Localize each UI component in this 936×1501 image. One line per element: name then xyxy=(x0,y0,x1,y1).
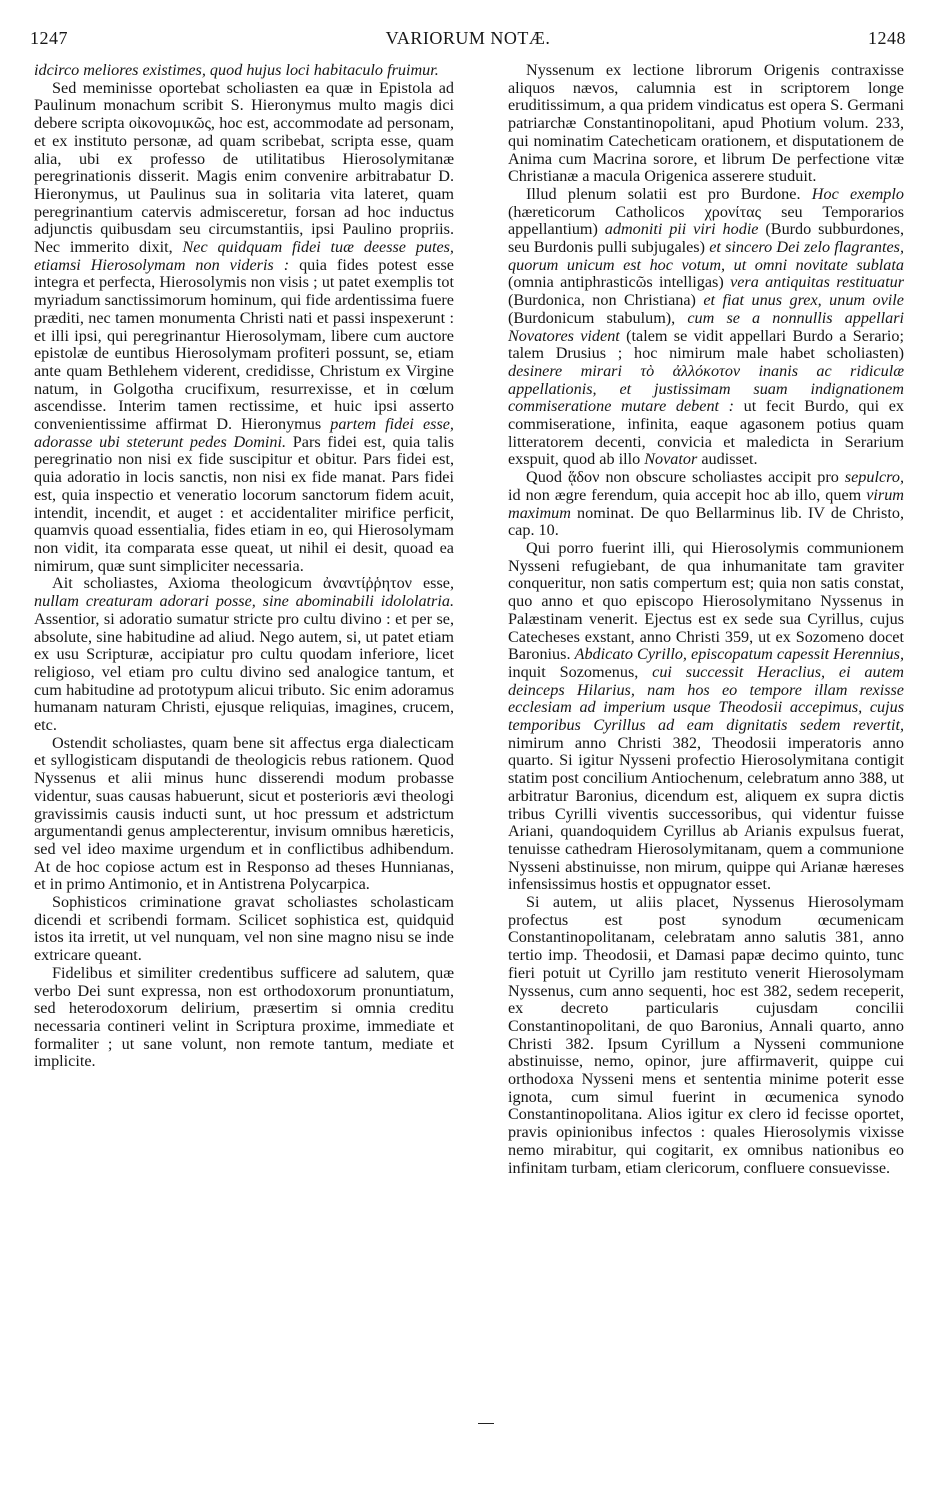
text-run: Illud plenum solatii est pro Burdone. xyxy=(526,184,812,203)
text-run: Si autem, ut aliis placet, Nyssenus Hierosolymam profectus est post synodum œcumenicam Constantinopolitanam, celebratam anno salutis 381, anno tertio imp. Theodosii, et Damasi papæ decimo quinto, tunc fieri potuit ut Cyrillo jam restituto venerit Hierosolymam Nyssenus, cum anno sequenti, hoc est 382, sedem receperit, ex decreto particularis cujusdam concilii Constantinopolitani, de quo Baronius, Annali quarto, anno Christi 382. Ipsum Cyrillum a Nysseni communione abstinuisse, nemo, opinor, jure affirmaverit, quippe cui orthodoxa Nysseni mens et sententia minime poterit esse ignota, cum simul fuerint in œcumenica synodo Constantinopolitana. Alios igitur ex clero id fecisse oportet, pravis opinionibus infectos : quales Hierosolymis vixisse nemo mirabitur, qui cogitarit, ex omnibus nationibus eo infinitam turbam, etiam clericorum, confluere consuevisse. xyxy=(508,893,904,1177)
text-run: nimirum anno Christi 382, Theodosii imperatoris anno quarto. Si igitur Nysseni profectio Hierosolymitana contigit statim post concilium Antiochenum, celebratum anno 388, ut arbitratur Baronius, dicendum est, aliquem ex supra dictis tribus Cyrilli viventis successoribus, qui videntur fuisse Ariani, quandoquidem Cyrillus ab Arianis expulsus fuerat, tenuisse cathedram Hierosolymitanam, quem a communione Nysseni abstinuisse, non mirum, quippe qui Arianæ hæreses infensissimus hostis et oppugnator esset. xyxy=(508,733,904,894)
italic-text: desinere mirari τὸ ἀλλόκοτον inanis ac ridiculæ appellationis, et justissimam suam indignationem commiseratione mutare debent : xyxy=(508,361,904,416)
paragraph xyxy=(34,965,454,1071)
italic-text: idcirco meliores existimes, quod hujus loci habitaculo fruimur. xyxy=(34,61,439,79)
italic-text: Novator xyxy=(644,450,698,469)
text-run: (omnia antiphrasticῶs intelligas) xyxy=(508,273,731,292)
text-run: Quod ᾅδον non obscure scholiastes accipit pro xyxy=(526,468,845,487)
paragraph xyxy=(34,735,454,894)
text-run: Nyssenum ex lectione librorum Origenis contraxisse aliquos nævos, calumnia est in scriptorem longe eruditissimum, a qua pridem vindicatus est opera S. Germani patriarchæ Constantinopolitani, apud Photium volum. 233, qui nominatim Catecheticam orationem, et disputationem de Anima cum Macrina sorore, et librum De perfectione vitæ Christianæ a macula Origenica asserere studuit. xyxy=(508,61,904,186)
text-run: Assentior, si adoratio sumatur stricte pro cultu divino : et per se, absolute, sine habitudine ad aliud. Nego autem, si, ut patet etiam ex usu Scripturæ, accipiatur pro cultu quodam inferiore, licet religioso, vel etiam pro cultu divino sed analogice tantum, et cum habitudine ad prototypum alicui tributo. Sic enim adoramus humanam naturam Christi, ejusque reliquias, imagines, crucem, etc. xyxy=(34,609,454,735)
paragraph xyxy=(508,894,904,1177)
text-run: Sed meminisse oportebat scholiasten ea quæ in Epistola ad Paulinum monachum scribit S. Hieronymus multo magis dici debere scripta οἰκονομικῶς, hoc est, accommodate ad personam, et ex instituto personæ, ad quam scribebat, scripta esse, quam alia, ubi ex professo de utilitatibus Hierosolymitanæ peregrinationis disserit. Magis enim convenire arbitrabatur D. Hieronymus, ut Paulinus sua in solitaria vita lateret, quam peregrinantium catervis admisceretur, forsan ad hoc inductus adjunctis quibusdam seu circumstantiis, ipsi Paulino propriis. Nec immerito dixit, xyxy=(34,78,454,257)
italic-text: Abdicato Cyrillo, episcopatum capessit Herennius, xyxy=(574,645,905,664)
text-run: (Burdonicum stabulum), xyxy=(508,308,688,327)
paragraph xyxy=(508,540,904,894)
italic-text: virum maximum xyxy=(508,485,904,522)
paragraph xyxy=(34,894,454,965)
text-run: audisset. xyxy=(697,450,758,469)
text-run: Sophisticos criminatione gravat scholiastes scholasticam dicendi et scribendi formam. Scilicet sophistica est, quidquid istos ita irretit, ut vel nunquam, vel non sine magno nisu se inde extricare queant. xyxy=(34,893,454,965)
text-run: ut fecit Burdo, qui ex commiseratione, infinita, eaque agasonem potius quam litteratorem decenti, convicia et maledicta in Serarium exspuit, quod ab illo xyxy=(508,397,904,469)
page-header xyxy=(30,28,906,52)
italic-text: admoniti pii viri hodie xyxy=(604,220,759,239)
italic-text: cum se a nonnullis appellari Novatores vident xyxy=(508,308,904,345)
page-number-right: 1248 xyxy=(868,28,906,48)
running-title: VARIORUM NOTÆ. xyxy=(385,28,551,48)
page-number-left: 1247 xyxy=(30,28,68,48)
text-run: Qui porro fuerint illi, qui Hierosolymis communionem Nysseni refugiebant, de qua inhumanitate tam graviter conqueritur, non satis compertum est; quia non satis constat, quo anno et quo episcopo Hierosolymitano Nyssenus in Palæstinam venerit. Ejectus est ex sede sua Cyrillus, cujus Catecheses exstant, anno Christi 359, ut ex Sozomeno docet Baronius. xyxy=(508,538,904,664)
paragraph xyxy=(34,62,454,80)
paragraph xyxy=(34,80,454,576)
text-run: Ait scholiastes, Axioma theologicum ἀναντίῤῥητον esse, xyxy=(52,574,454,593)
right-column xyxy=(508,62,904,1177)
paragraph xyxy=(34,575,454,734)
text-run: quia fides potest esse integra et perfecta, Hierosolymis non visis ; ut patet exemplis tot myriadum sanctissimorum hominum, qui fide ardentissima fuere præditi, nec tamen monumenta Christi nati et passi inspexerunt : et illi ipsi, qui peregrinantur Hierosolymam, libere cum auctore epistolæ de euntibus Hierosolymam profiteri possunt, se, etiam ante quam Bethlehem viderent, credidisse, Christum ex Virgine natum, in Golgotha crucifixum, resurrexisse, et in cœlum ascendisse. Interim tamen rectissime, et huic ipsi asserto convenientissime affirmat D. Hieronymus xyxy=(34,255,454,434)
paragraph xyxy=(508,469,904,540)
text-run: inquit Sozomenus, xyxy=(508,662,653,681)
text-run: Ostendit scholiastes, quam bene sit affectus erga dialecticam et syllogisticam disputandi de theologicis rebus rationem. Quod Nyssenus et alii minus hunc disserendi modum probasse videntur, suas causas habuerunt, sicut et posterioris ævi theologi gravissimis causis inducti sunt, ut hoc pressum et adstrictum argumentandi genus amplecterentur, invisum omnibus hæreticis, sed vel ideo maxime urgendum et in conflictibus adhibendum. At de hoc copiose actum est in Responso ad theses Hunnianas, et in primo Antimonio, et in Antistrena Polycarpica. xyxy=(34,733,454,894)
italic-text: partem fidei esse, adorasse ubi steterunt pedes Domini. xyxy=(34,415,454,451)
italic-text: et sincero Dei zelo flagrantes, quorum unicum est hoc votum, ut omni novitate sublata xyxy=(508,238,904,274)
left-column xyxy=(34,62,454,1071)
italic-text: Hoc exemplo xyxy=(811,184,904,203)
text-run: (Burdonica, non Christiana) xyxy=(508,291,704,310)
text-run: (hæreticorum Catholicos χρονίτας seu Temporarios appellantium) xyxy=(508,202,904,239)
text-run: (talem se vidit appellari Burdo a Serario; talem Drusius ; hoc nimirum male habet scholiasten) xyxy=(508,326,905,363)
paragraph xyxy=(508,186,904,469)
italic-text: vera antiquitas restituatur xyxy=(730,273,904,292)
text-run: id non ægre ferendum, quia accepit hoc ab illo, quem xyxy=(508,485,867,504)
italic-text: et fiat unus grex, unum ovile xyxy=(703,291,904,310)
italic-text: cui successit Heraclius, ei autem deinceps Hilarius, nam hos eo tempore illam rexisse ecclesiam ad imperium usque Theodosii accepimus, cujus temporibus Cyrillus ad eam dignitatis sedem revertit, xyxy=(508,662,904,735)
italic-text: sepulcro, xyxy=(844,468,904,487)
italic-text: Nec quidquam fidei tuæ deesse putes, etiamsi Hierosolymam non videris : xyxy=(34,238,454,274)
paragraph xyxy=(508,62,904,186)
text-run: nominat. De quo Bellarminus lib. IV de Christo, cap. 10. xyxy=(508,503,904,540)
text-run: (Burdo subburdones, seu Burdonis pulli subjugales) xyxy=(508,220,904,257)
text-run: Pars fidei est, quia talis peregrinatio non nisi ex fide suscipitur et obitur. Pars fidei est, quia adoratio in locis sanctis, non nisi ex fide manat. Pars fidei est, quia inspectio et veneratio locorum sanctorum fidem acuit, intendit, incendit, et auget : et accidentaliter mirifice perficit, quamvis quoad essentialia, fides etiam in eo, qui Hierosolymam non vidit, ita comparata esse queat, ut nihil ei desit, quoad ea nimirum, quæ sunt simpliciter necessaria. xyxy=(34,432,455,575)
text-run: Fidelibus et similiter credentibus sufficere ad salutem, quæ verbo Dei sunt expressa, non est orthodoxorum pronuntiatum, sed heterodoxorum delirium, præsertim si omnia creditu necessaria contineri velint in Scriptura proxime, immediate et formaliter ; ut sane volunt, non remote tantum, mediate et implicite. xyxy=(34,963,454,1071)
footer-dash xyxy=(478,1423,494,1424)
italic-text: nullam creaturam adorari posse, sine abominabili idololatria. xyxy=(34,592,454,611)
